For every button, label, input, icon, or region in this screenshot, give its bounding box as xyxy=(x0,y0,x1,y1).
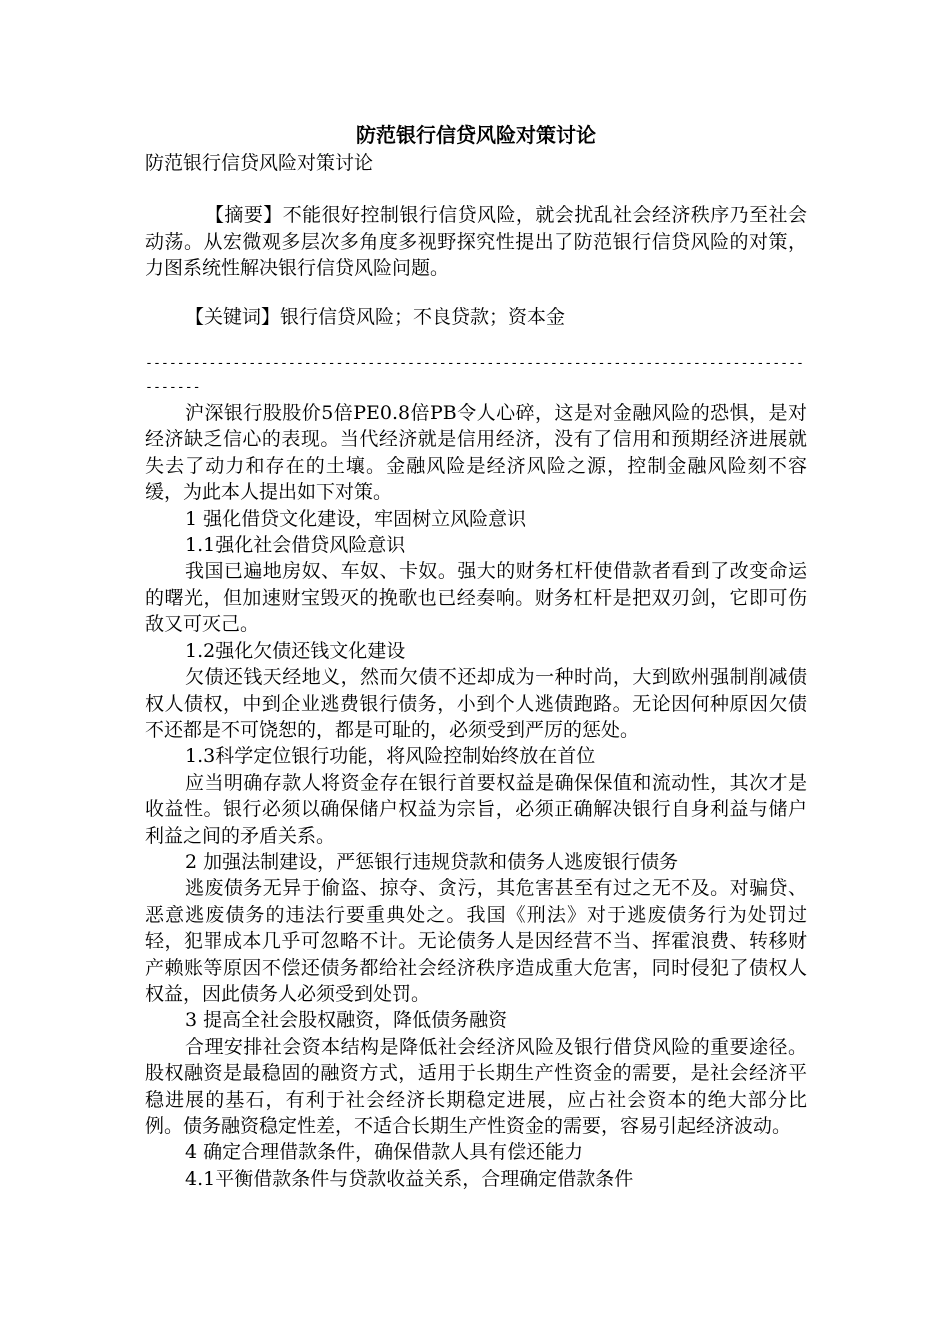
subsection-heading: 1.1强化社会借贷风险意识 xyxy=(185,534,406,557)
subsection-heading: 1.3科学定位银行功能，将风险控制始终放在首位 xyxy=(185,745,596,768)
section-heading: 3 提高全社会股权融资，降低债务融资 xyxy=(185,1009,508,1032)
subsection-heading: 4.1平衡借款条件与贷款收益关系，合理确定借款条件 xyxy=(185,1167,634,1190)
subsection-heading: 1.2强化欠债还钱文化建设 xyxy=(185,639,406,662)
divider-line: ------------------------------------------------------------------------------------------ xyxy=(145,356,804,396)
document-page xyxy=(145,120,807,1192)
keywords-line: 【关键词】银行信贷风险；不良贷款；资本金 xyxy=(185,305,566,328)
body-paragraph: 我国已遍地房奴、车奴、卡奴。强大的财务杠杆使借款者看到了改变命运的曙光，但加速财宝毁灭的挽歌也已经奏响。财务杠杆是把双刃剑，它即可伤敌又可灭己。 xyxy=(145,560,807,636)
section-heading: 1 强化借贷文化建设，牢固树立风险意识 xyxy=(185,507,527,530)
body-paragraph: 欠债还钱天经地义，然而欠债不还却成为一种时尚，大到欧州强制削减债权人债权，中到企业逃费银行债务，小到个人逃债跑路。无论因何种原因欠债不还都是不可饶恕的，都是可耻的，必须受到严厉的惩处。 xyxy=(145,666,807,741)
section-heading: 2 加强法制建设，严惩银行违规贷款和债务人逃废银行债务 xyxy=(185,850,679,873)
body-paragraph: 逃废债务无异于偷盗、掠夺、贪污，其危害甚至有过之无不及。对骗贷、恶意逃废债务的违法行要重典处之。我国《刑法》对于逃废债务行为处罚过轻，犯罪成本几乎可忽略不计。无论债务人是因经营不当、挥霍浪费、转移财产赖账等原因不偿还债务都给社会经济秩序造成重大危害，同时侵犯了债权人权益，因此债务人必须受到处罚。 xyxy=(145,877,807,1005)
abstract-paragraph: 【摘要】不能很好控制银行信贷风险，就会扰乱社会经济秩序乃至社会动荡。从宏微观多层次多角度多视野探究性提出了防范银行信贷风险的对策，力图系统性解决银行信贷风险问题。 xyxy=(145,204,807,280)
document-subtitle: 防范银行信贷风险对策讨论 xyxy=(145,152,374,174)
body-paragraph: 沪深银行股股价5倍PE0.8倍PB令人心碎，这是对金融风险的恐惧，是对经济缺乏信心的表现。当代经济就是信用经济，没有了信用和预期经济进展就失去了动力和存在的土壤。金融风险是经济风险之源，控制金融风险刻不容缓，为此本人提出如下对策。 xyxy=(145,402,807,504)
section-heading: 4 确定合理借款条件，确保借款人具有偿还能力 xyxy=(185,1141,584,1164)
body-paragraph: 应当明确存款人将资金存在银行首要权益是确保保值和流动性，其次才是收益性。银行必须以确保储户权益为宗旨，必须正确解决银行自身利益与储户利益之间的矛盾关系。 xyxy=(145,771,807,847)
document-title: 防范银行信贷风险对策讨论 xyxy=(356,123,596,147)
body-paragraph: 合理安排社会资本结构是降低社会经济风险及银行借贷风险的重要途径。股权融资是最稳固的融资方式，适用于长期生产性资金的需要，是社会经济平稳进展的基石，有利于社会经济长期稳定进展，应占社会资本的绝大部分比例。债务融资稳定性差，不适合长期生产性资金的需要，容易引起经济波动。 xyxy=(145,1035,807,1137)
